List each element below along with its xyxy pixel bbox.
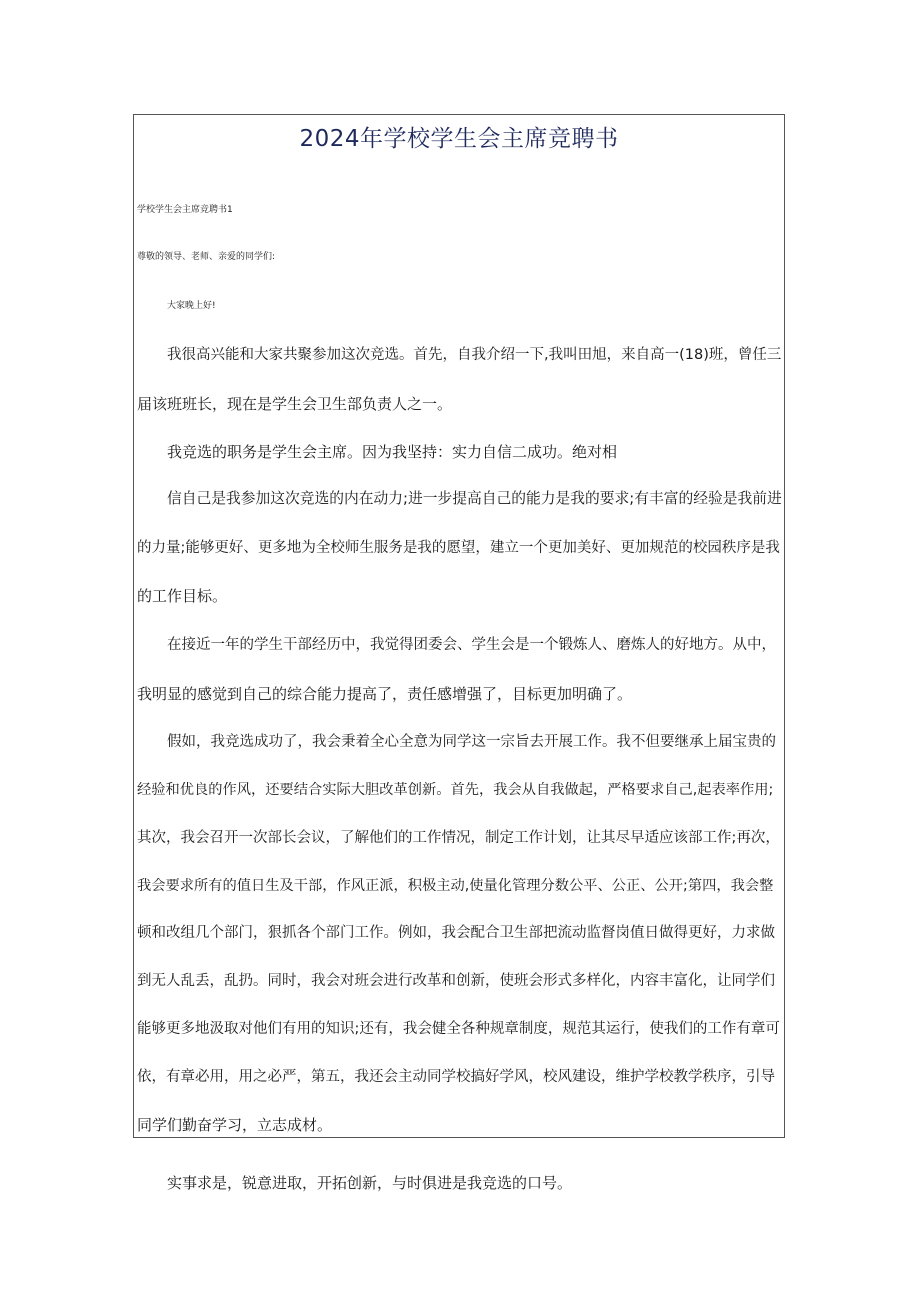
paragraph-5-line-2: 经验和优良的作风，还要结合实际大胆改革创新。首先，我会从自我做起，严格要求自己,起表率作用; [137, 782, 774, 798]
paragraph-3-line-2: 的力量;能够更好、更多地为全校师生服务是我的愿望，建立一个更加美好、更加规范的校园秩序是我 [137, 540, 780, 556]
paragraph-5-line-6: 到无人乱丢，乱扔。同时，我会对班会进行改革和创新，使班会形式多样化，内容丰富化，让同学们 [137, 973, 775, 989]
paragraph-1-line-2: 届该班班长，现在是学生会卫生部负责人之一。 [137, 395, 453, 413]
paragraph-5-line-4: 我会要求所有的值日生及干部，作风正派，积极主动,使量化管理分数公平、公正、公开;第四，我会整 [137, 878, 774, 894]
paragraph-5-line-3: 其次，我会召开一次部长会议，了解他们的工作情况，制定工作计划，让其尽早适应该部工作;再次， [137, 830, 780, 846]
paragraph-5-line-1: 假如，我竞选成功了，我会秉着全心全意为同学这一宗旨去开展工作。我不但要继承上届宝贵的 [167, 734, 776, 750]
salutation: 尊敬的领导、老师、亲爱的同学们: [137, 252, 276, 262]
paragraph-5-line-9: 同学们勤奋学习，立志成材。 [137, 1116, 333, 1134]
paragraph-3-line-1: 信自己是我参加这次竞选的内在动力;进一步提高自己的能力是我的要求;有丰富的经验是我前进 [167, 490, 782, 507]
paragraph-3-line-3: 的工作目标。 [137, 587, 228, 605]
document-subtitle: 学校学生会主席竞聘书1 [137, 205, 233, 215]
paragraph-2: 我竞选的职务是学生会主席。因为我坚持：实力自信二成功。绝对相 [167, 443, 618, 461]
paragraph-5-line-7: 能够更多地汲取对他们有用的知识;还有，我会健全各种规章制度，规范其运行，使我们的工作有章可 [137, 1021, 780, 1037]
paragraph-4-line-2: 我明显的感觉到自己的综合能力提高了，责任感增强了，目标更加明确了。 [137, 685, 633, 703]
greeting: 大家晚上好! [167, 301, 216, 311]
paragraph-4-line-1: 在接近一年的学生干部经历中，我觉得团委会、学生会是一个锻炼人、磨炼人的好地方。从中， [167, 637, 776, 653]
paragraph-6: 实事求是，锐意进取，开拓创新，与时俱进是我竞选的口号。 [167, 1174, 573, 1192]
paragraph-5-line-5: 顿和改组几个部门，狠抓各个部门工作。例如，我会配合卫生部把流动监督岗值日做得更好，力求做 [137, 925, 775, 941]
paragraph-5-line-8: 依，有章必用，用之必严，第五，我还会主动同学校搞好学风，校风建设，维护学校教学秩序，引导 [137, 1069, 775, 1085]
paragraph-1-line-1: 我很高兴能和大家共聚参加这次竞选。首先，自我介绍一下,我叫田旭，来自高一(18)班，曾任三 [167, 347, 782, 363]
document-title: 2024年学校学生会主席竞聘书 [299, 126, 619, 152]
